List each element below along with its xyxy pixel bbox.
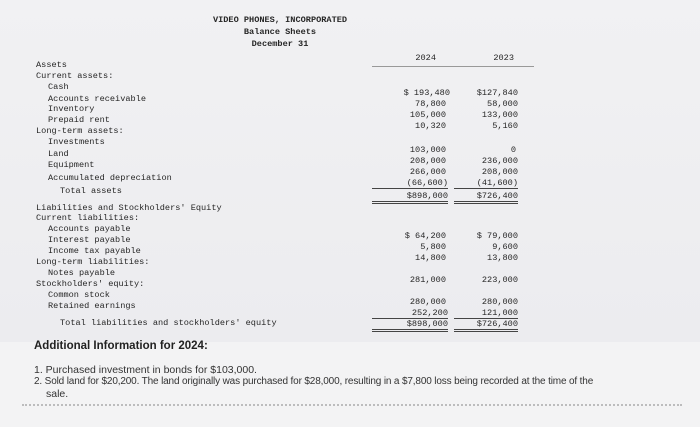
row-label: Cash <box>48 82 69 92</box>
row-label: Retained earnings <box>48 301 136 311</box>
value-2024: 105,000 <box>409 110 446 120</box>
row-label: Land <box>48 149 69 159</box>
value-2024: 266,000 <box>409 167 446 177</box>
row-label: Assets <box>36 60 67 70</box>
total-assets-2023: $726,400 <box>454 191 518 204</box>
value-2024: 5,800 <box>420 242 446 252</box>
row-label: Investments <box>48 137 105 147</box>
row-label: Stockholders' equity: <box>36 279 145 289</box>
row-label: Liabilities and Stockholders' Equity <box>36 203 222 213</box>
row-label: Inventory <box>48 104 95 114</box>
additional-info-item: 1. Purchased investment in bonds for $103,000. <box>34 364 257 376</box>
statement-title: Balance Sheets <box>243 27 317 37</box>
row-label: Current assets: <box>36 71 114 81</box>
row-label: Long-term assets: <box>36 126 124 136</box>
row-label: Interest payable <box>48 235 131 245</box>
value-2023: 236,000 <box>481 156 518 166</box>
value-2024: $ 193,480 <box>403 88 450 98</box>
value-2023: 5,160 <box>492 121 518 131</box>
value-2023: 133,000 <box>481 110 518 120</box>
row-label: Current liabilities: <box>36 213 140 223</box>
row-label: Total assets <box>60 186 122 196</box>
value-2024: 208,000 <box>409 156 446 166</box>
row-label: Notes payable <box>48 268 116 278</box>
row-label: Long-term liabilities: <box>36 257 150 267</box>
value-2023: 121,000 <box>454 308 518 319</box>
value-2024: (66,600) <box>372 178 448 189</box>
value-2023: 208,000 <box>481 167 518 177</box>
header-rule <box>372 66 534 67</box>
value-2024: 280,000 <box>409 297 446 307</box>
company-name: VIDEO PHONES, INCORPORATED <box>212 15 348 25</box>
value-2024: $ 64,200 <box>404 231 446 241</box>
value-2024: 281,000 <box>409 275 446 285</box>
value-2023: (41,600) <box>454 178 518 189</box>
value-2023: 9,600 <box>492 242 518 252</box>
value-2023: 58,000 <box>487 99 518 109</box>
value-2024: 14,800 <box>415 253 446 263</box>
value-2023: 13,800 <box>487 253 518 263</box>
total-assets-2024: $898,000 <box>372 191 448 204</box>
row-label: Prepaid rent <box>48 115 110 125</box>
additional-info-heading: Additional Information for 2024: <box>34 340 208 352</box>
row-label: Common stock <box>48 290 110 300</box>
year-2024-header: 2024 <box>415 53 436 63</box>
additional-info-item: 2. Sold land for $20,200. The land originally was purchased for $28,000, resulting in a $7,800 loss being recorded at the time of the <box>34 376 594 387</box>
total-liabilities-equity-2023: $726,400 <box>454 319 518 332</box>
value-2023: $ 79,000 <box>476 231 518 241</box>
row-label: Income tax payable <box>48 246 141 256</box>
statement-date: December 31 <box>251 39 309 49</box>
cut-off-text-edge <box>22 404 682 410</box>
row-label: Accounts receivable <box>48 94 146 104</box>
row-label: Accumulated depreciation <box>48 173 172 183</box>
additional-info-item: sale. <box>46 388 69 400</box>
row-label: Accounts payable <box>48 224 131 234</box>
total-liabilities-equity-2024: $898,000 <box>372 319 448 332</box>
value-2023: $127,840 <box>476 88 518 98</box>
value-2024: 103,000 <box>409 145 446 155</box>
value-2024: 10,320 <box>415 121 446 131</box>
value-2024: 78,800 <box>415 99 446 109</box>
year-2023-header: 2023 <box>493 53 514 63</box>
value-2024: 252,200 <box>372 308 448 319</box>
value-2023: 223,000 <box>481 275 518 285</box>
value-2023: 0 <box>510 145 516 155</box>
row-label: Total liabilities and stockholders' equity <box>60 318 277 328</box>
row-label: Equipment <box>48 160 95 170</box>
value-2023: 280,000 <box>481 297 518 307</box>
